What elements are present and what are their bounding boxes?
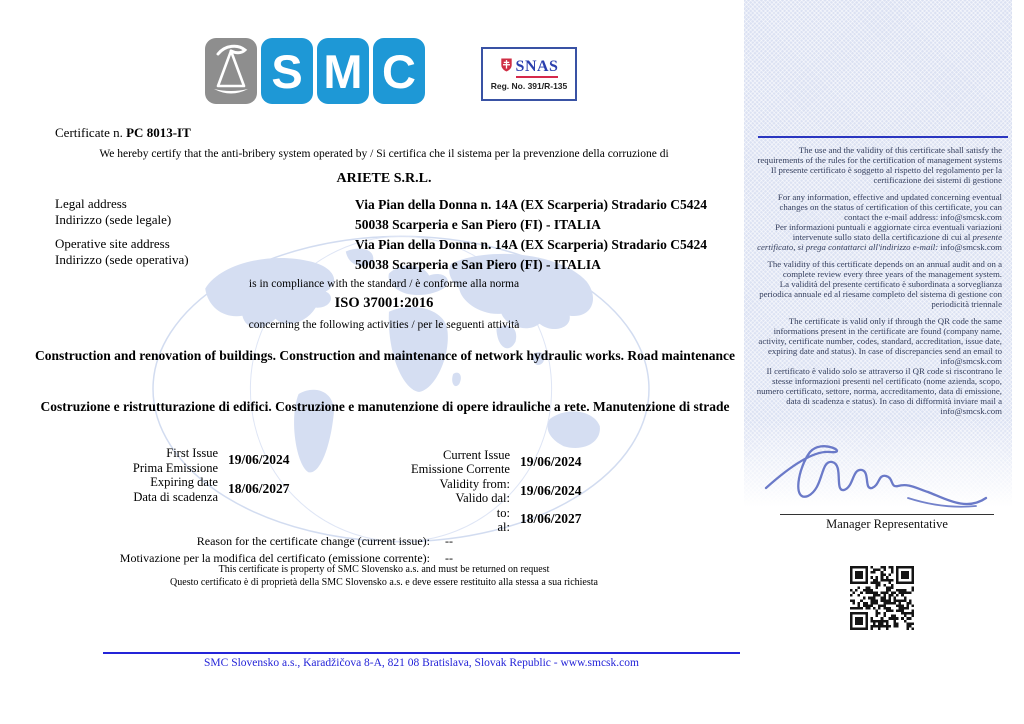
compliance-statement: is in compliance with the standard / è conforme alla norma — [248, 278, 520, 290]
validity-from-label-en: Validity from: — [439, 476, 510, 491]
logo-letter-text: S — [271, 44, 303, 98]
operative-address-label-en: Operative site address — [55, 236, 170, 251]
sidebar-para4-it: Il certificato è valido solo se attraverso il QR code si riscontrano le stesse informazioni presenti nel certificato (nome azienda, scopo, numero certificato, settore, norma, accreditamento, data di emissione, data di scadenza e status). In caso di difformità inviare mail a info@smcsk.com — [756, 366, 1002, 416]
reason-values — [445, 533, 453, 567]
sidebar-legal-text — [754, 145, 1002, 423]
logo-letter-text: M — [323, 44, 363, 98]
sidebar-para1-en: The use and the validity of this certificate shall satisfy the requirements of the rules for the certification of management systems — [757, 145, 1002, 165]
reason-labels — [55, 533, 430, 567]
logo-letter-text: C — [382, 44, 416, 98]
reason-label-en: Reason for the certificate change (current issue): — [196, 534, 430, 548]
operative-address-value — [355, 235, 707, 274]
qr-code — [850, 566, 914, 630]
logo-letter-s — [261, 38, 313, 104]
sidebar-divider — [758, 136, 1008, 138]
signature-title: Manager Representative — [826, 517, 948, 531]
sidebar-para2-it-end: info@smcsk.com — [938, 242, 1002, 252]
signature-line — [780, 514, 994, 515]
certificate-number-label: Certificate n. — [55, 125, 123, 140]
certificate-number: PC 8013-IT — [126, 125, 191, 140]
sidebar-paragraph — [754, 316, 1002, 416]
first-issue-date: 19/06/2024 — [228, 452, 290, 467]
address-line-2: 50038 Scarperia e San Piero (FI) - ITALIA — [355, 216, 601, 232]
legal-address-label — [55, 196, 171, 228]
certificate-number-line — [55, 125, 191, 141]
property-note-it: Questo certificato è di proprietà della SMC Slovensko a.s. e deve essere restituito alla stessa a sua richiesta — [170, 576, 598, 588]
sidebar-para2-it-normal: Per informazioni puntuali e aggiornate circa eventuali variazioni intervenute sullo stato della certificazione di cui al — [775, 222, 1002, 242]
sidebar-para3-it: La validità del presente certificato è subordinata a sorveglianza periodica annuale ed al riesame completo del sistema di gestione con periodicità triennale — [759, 279, 1002, 309]
first-issue-label-en: First Issue — [166, 446, 218, 460]
valid-to-label-it: al: — [497, 520, 510, 535]
logo-letter-m — [317, 38, 369, 104]
smc-logo — [205, 38, 425, 104]
address-line-1: Via Pian della Donna n. 14A (EX Scarperia) Stradario C5424 — [355, 197, 708, 212]
sidebar-para2-it — [754, 222, 1002, 252]
dates-right-labels — [320, 448, 510, 534]
address-line-2: 50038 Scarperia e San Piero (FI) - ITALIA — [355, 256, 601, 272]
property-note-en: This certificate is property of SMC Slovensko a.s. and must be returned on request — [218, 564, 550, 575]
company-name: ARIETE S.R.L. — [336, 171, 432, 186]
sidebar-para2-it-italic: presente certificato, si prega contattarci all'indirizzo e-mail: — [757, 232, 1002, 252]
legal-address-value — [355, 195, 707, 234]
sidebar-paragraph — [754, 192, 1002, 252]
sidebar-para3-en: The validity of this certificate depends on an annual audit and on a complete review every three years of the management system. — [767, 259, 1002, 279]
snas-reg-number: Reg. No. 391/R-135 — [490, 81, 568, 91]
validity-from-label-it: Valido dal: — [455, 491, 510, 506]
standard-name: ISO 37001:2016 — [334, 295, 434, 311]
activities-intro: concerning the following activities / per le seguenti attività — [248, 319, 520, 331]
address-line-1: Via Pian della Donna n. 14A (EX Scarperia) Stradario C5424 — [355, 237, 708, 252]
certify-statement: We hereby certify that the anti-bribery system operated by / Si certifica che il sistema per la prevenzione della corruzione di — [99, 148, 669, 160]
sidebar — [744, 0, 1012, 724]
operative-address-label-it: Indirizzo (sede operativa) — [55, 252, 189, 267]
expiring-label-it: Data di scadenza — [133, 489, 218, 504]
sidebar-para4-en: The certificate is valid only if through the QR code the same informations present in the certificate are found (company name, activity, certificate number, codes, standard, accreditation, issue date, expiring date and status). In case of discrepancies send an email to info@smcsk.com — [758, 316, 1002, 366]
sidebar-paragraph — [754, 145, 1002, 185]
current-issue-date: 19/06/2024 — [520, 454, 582, 469]
valid-to-label-en: to: — [496, 505, 510, 520]
property-note — [12, 564, 756, 589]
snas-name: SNAS — [516, 59, 559, 78]
expiring-date: 18/06/2027 — [228, 481, 290, 496]
sidebar-para2-en: For any information, effective and updated concerning eventual changes on the status of certification of this certificate, you can contact the e-mail address: info@smcsk.com — [777, 192, 1002, 222]
legal-address-label-it: Indirizzo (sede legale) — [55, 212, 172, 227]
validity-from-date: 19/06/2024 — [520, 483, 582, 498]
sidebar-para1-it: Il presente certificato è soggetto al rispetto del regolamento per la certificazione dei sistemi di gestione — [770, 165, 1002, 185]
sidebar-paragraph — [754, 259, 1002, 309]
logo-letter-c — [373, 38, 425, 104]
first-issue-label-it: Prima Emissione — [132, 460, 218, 475]
footer-divider — [103, 652, 740, 654]
signature — [758, 436, 998, 516]
legal-address-label-en: Legal address — [55, 196, 127, 211]
snas-badge — [481, 47, 577, 101]
scales-icon — [205, 38, 257, 104]
dates-left-labels — [55, 446, 218, 504]
footer-address: SMC Slovensko a.s., Karadžičova 8-A, 821 08 Bratislava, Slovak Republic - www.smcsk.com — [204, 657, 639, 669]
valid-to-date: 18/06/2027 — [520, 511, 582, 526]
slovak-shield-icon — [500, 57, 513, 78]
current-issue-label-en: Current Issue — [443, 448, 510, 462]
reason-label-it: Motivazione per la modifica del certificato (emissione corrente): — [119, 551, 430, 565]
activities-english: Construction and renovation of buildings. Construction and maintenance of network hydraulic works. Road maintenance — [35, 348, 735, 363]
activities-italian: Costruzione e ristrutturazione di edifici. Costruzione e manutenzione di opere idrauliche a rete. Manutenzione di strade — [40, 399, 730, 414]
expiring-label-en: Expiring date — [150, 475, 218, 490]
operative-address-label — [55, 236, 189, 268]
reason-value-it: -- — [445, 551, 453, 565]
reason-value-en: -- — [445, 534, 453, 548]
current-issue-label-it: Emissione Corrente — [411, 462, 510, 477]
